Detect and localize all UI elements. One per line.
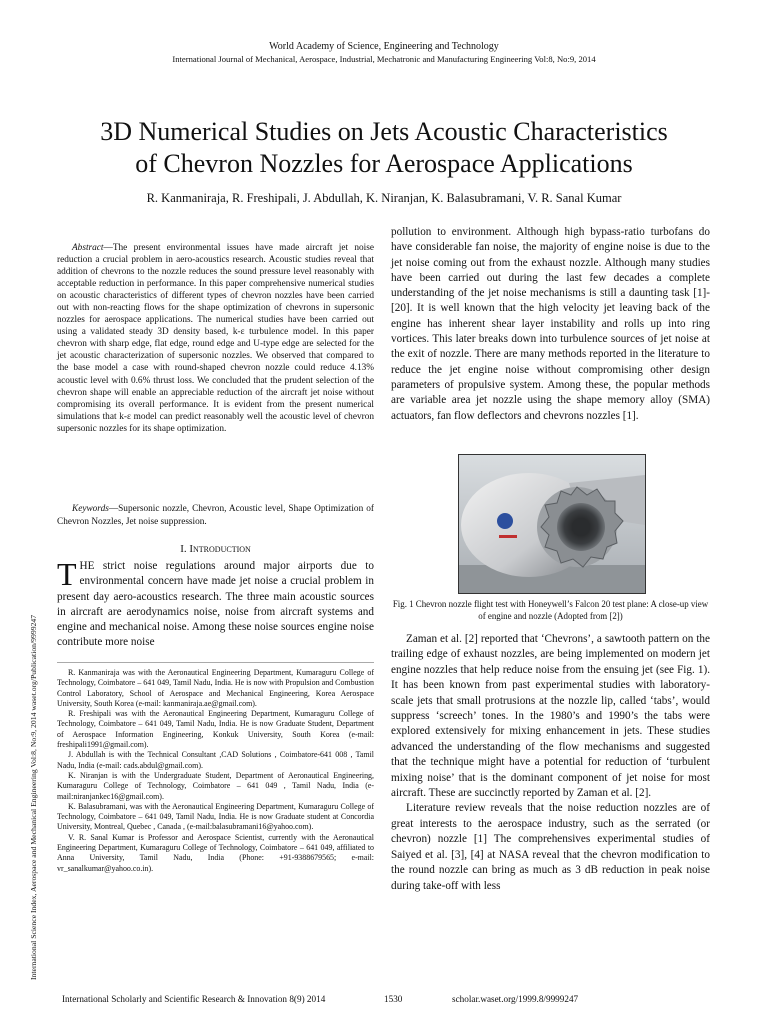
right-column-opening-text: pollution to environment. Although high bypass-ratio turbofans do have considerable fan noise, the majority of engine noise is due to the jet noise coming out from the exhaust nozzle. Although many studies have been carried out during the last few decades a complete understanding of the jet noise mechanisms is still a daunting task [1]-[20]. It is well known that the high velocity jet leaving back of the engine has inherent shear layer instability and rolls up into ring vortices. This later breaks down into turbulence sources of jet noise at the exit of nozzle. There are many methods reported in the literature to reduce the jet engine noise without compromising other design parameters of propulsive system. Among these, the popular methods are variable area jet nozzle using the shape memory alloy (SMA) actuators, fan flow deflectors and chevrons nozzles [1]. (391, 226, 710, 422)
title-line-1: 3D Numerical Studies on Jets Acoustic Characteristics (100, 117, 668, 146)
footnote: R. Freshipali was with the Aeronautical Engineering Department, Kumaraguru College of Technology, Coimbatore – 641 049, Tamil Nadu, India. He is now Graduate Student, Department of Aerospace Information Engineering, Konkuk University, South Korea (e-mail: freshipali1991@gmail.com). (57, 709, 374, 750)
section-number: I. (180, 543, 187, 555)
keywords (57, 503, 374, 528)
right-column-body (391, 632, 710, 894)
section-title: Introduction (189, 543, 251, 555)
keywords-label: Keywords (72, 504, 109, 514)
sidebar-index-text: International Science Index, Aerospace and Mechanical Engineering Vol:8, No:9, 2014 waset.org/Publication/9999247 (29, 614, 38, 980)
abstract-text: —The present environmental issues have made aircraft jet noise reduction a crucial problem in aero-acoustics research. Acoustic studies reveal that addition of chevrons to the nozzle reduces the sound pressure level reasonably with acceptable reduction in performance. In this paper comprehensive numerical studies on acoustic characteristics of different types of chevron nozzles have been carried out with non-reacting flows for the shape optimization of chevrons in supersonic nozzles for aerospace applications. The numerical studies have been carried out using a validated steady 3D density based, k-ε turbulence model. In this paper chevron with sharp edge, flat edge, round edge and U-type edge are selected for the jet acoustic characterization of supersonic nozzles. We observed that compared to the base model a case with round-shaped chevron nozzle could reduce 4.13% acoustic level with 0.6% thrust loss. We concluded that the prudent selection of the chevron shape will enable an appreciable reduction of the aircraft jet noise without compromising its overall performance. It is evident from the present numerical simulations that k-ε model can predict reasonably well the acoustic level of chevron supersonic nozzles for its shape optimization. (57, 243, 374, 434)
section-heading-introduction (57, 543, 374, 555)
footnote: R. Kanmaniraja was with the Aeronautical Engineering Department, Kumaraguru College of Technology, Coimbatore – 641 049, Tamil Nadu, India. He is now with Propulsion and Combustion Control Laboratory, School of Aerospace and Mechanical Engineering, Korea Aerospace University, South Korea (e-mail: kanmaniraja.ae@gmail.com). (57, 668, 374, 708)
abstract (57, 242, 374, 435)
figure-chevron-nozzle-photo (458, 454, 646, 594)
footer-page-number: 1530 (384, 994, 403, 1004)
paragraph: Zaman et al. [2] reported that ‘Chevrons’, a sawtooth pattern on the trailing edge of exhaust nozzles, are being implemented on modern jet engine nozzles that help reduce noise from the ensuing jet (see Fig. 1). It has been known from past experimental studies with laboratory-scale jets that small protrusions at the nozzle lip, called ‘tabs’, would suppress ‘screech’ tones. In the 1980’s and 1990’s the tabs were explored extensively for mixing enhancement in jets. These studies advanced the understanding of the flow mechanisms and suggested that the technique might have a potential for reduction of ‘turbulent mixing noise’ that is the dominant component of jet noise for most aircraft. These are succinctly reported by Zaman et al. [2]. (391, 633, 710, 800)
header-journal: International Journal of Mechanical, Aerospace, Industrial, Mechatronic and Manufacturing Engineering Vol:8, No:9, 2014 (172, 54, 596, 64)
introduction-paragraph (57, 556, 374, 651)
figure-caption: Fig. 1 Chevron nozzle flight test with Honeywell’s Falcon 20 test plane: A close-up view of engine and nozzle (Adopted from [2]) (392, 599, 709, 621)
engine-nozzle-illustration (459, 455, 645, 593)
author-footnotes (57, 668, 374, 874)
abstract-label: Abstract (72, 243, 104, 253)
author-list: R. Kanmaniraja, R. Freshipali, J. Abdullah, K. Niranjan, K. Balasubramani, V. R. Sanal Kumar (146, 191, 622, 205)
footnote: V. R. Sanal Kumar is Professor and Aerospace Scientist, currently with the Aeronautical Engineering Department, Kumaraguru College of Technology, Coimbatore – 641 049, affiliated to Anna University, Tamil Nadu, India (Phone: +91-9388679565; e-mail: vr_sanalkumar@yahoo.co.in). (57, 832, 374, 873)
footnote-divider (57, 662, 374, 663)
title-line-2: of Chevron Nozzles for Aerospace Applications (135, 149, 633, 178)
footer-url: scholar.waset.org/1999.8/9999247 (452, 994, 579, 1004)
footnote: K. Balasubramani, was with the Aeronautical Engineering Department, Kumaraguru College of Technology, Coimbatore – 641 049, Tamil Nadu, India. He is now Graduate student at Concordia University, Montreal, Quebec , Canada , (e-mail:balasubramani16@yahoo.com). (57, 801, 374, 832)
keywords-text: —Supersonic nozzle, Chevron, Acoustic level, Shape Optimization of Chevron Nozzles, Jet noise suppression. (57, 504, 374, 527)
drop-cap: T (57, 556, 77, 592)
header-publisher: World Academy of Science, Engineering and Technology (269, 41, 499, 52)
footnote: J. Abdullah is with the Technical Consultant ,CAD Solutions , Coimbatore-641 008 , Tamil Nadu, India (e-mail: cads.abdul@gmail.com). (57, 750, 374, 770)
introduction-text: HE strict noise regulations around major airports due to environmental concern have made jet noise a crucial problem in present day aero-acoustics research. The three main acoustic sources in aircraft are aerodynamics noise, noise from aircraft systems and engine and mechanical noise. Among these noise sources engine noise contribute more noise (57, 560, 374, 649)
footer-publisher: International Scholarly and Scientific Research & Innovation 8(9) 2014 (62, 994, 326, 1004)
paragraph: Literature review reveals that the noise reduction nozzles are of great interests to the aerospace industry, such as the serrated (or chevron) nozzle [1] The comprehensives experimental studies of Saiyed et al. [3], [4] at NASA reveal that the chevron modification to the round nozzle can bring as much as 3 dB reduction in peak noise during take-off with less (391, 802, 710, 892)
paper-title (0, 116, 768, 180)
footnote: K. Niranjan is with the Undergraduate Student, Department of Aeronautical Engineering, Kumaraguru College of Technology, Coimbatore – 641 049 , Tamil Nadu, India (e-mail:niranjankec16@gmail.com). (57, 770, 374, 801)
